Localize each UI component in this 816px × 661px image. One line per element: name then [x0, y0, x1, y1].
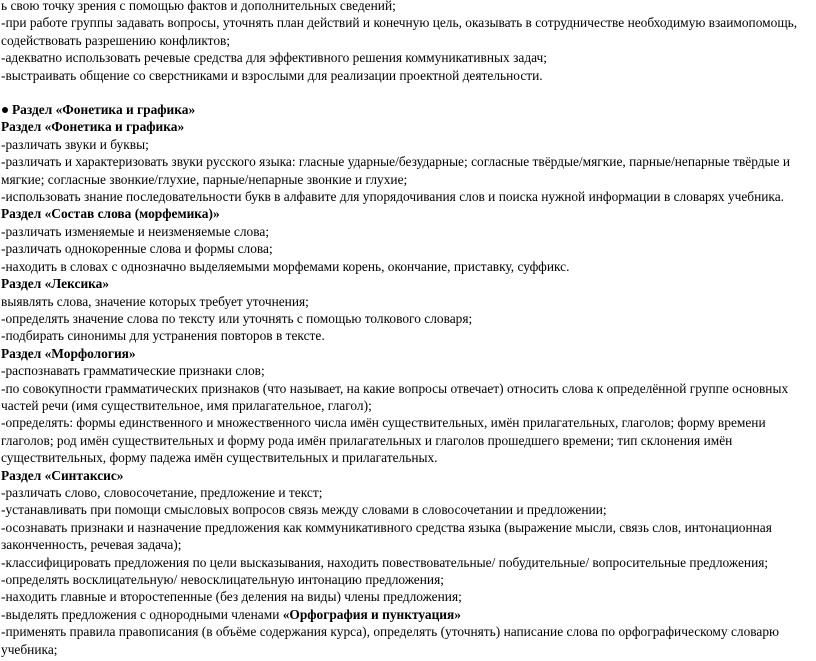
section-item: выявлять слова, значение которых требует уточнения;: [1, 293, 309, 309]
section-title: Раздел «Морфология»: [1, 345, 136, 361]
last-line: [1, 606, 810, 623]
section-title: Раздел «Фонетика и графика»: [1, 119, 185, 135]
section-item: -осознавать признаки и назначение предложения как коммуникативного средства языка (выражение мысли, связь слов, интонационная законченность, речевая задача);: [1, 519, 772, 553]
section-item: -подбирать синонимы для устранения повторов в тексте.: [1, 328, 325, 344]
section-item: -распознавать грамматические признаки слов;: [1, 363, 265, 379]
cut-line: -применять правила правописания (в объёме содержания курса), определять (уточнять) написание слова по орфографическому словарю учебника;: [1, 624, 780, 657]
section-item: -различать слово, словосочетание, предложение и текст;: [1, 484, 323, 500]
section-item: -различать и характеризовать звуки русского языка: гласные ударные/безударные; согласные твёрдые/мягкие, парные/непарные твёрдые и мягкие; согласные звонкие/глухие, парные/непарные звонкие и глухие;: [1, 154, 790, 187]
section-item: -определять восклицательную/ невосклицательную интонацию предложения;: [1, 572, 444, 587]
section-item: -определять: формы единственного и множественного числа имён существительных, имён прилагательных, глаголов; форму времени глаголов; род имён существительных и форму рода имён прилагательных и глаголов прошедшего времени; тип склонения имён существительных, форму падежа имён существительных и прилагательных.: [1, 415, 766, 466]
section-phonetics: [1, 118, 810, 205]
section-item: -различать однокоренные слова и формы слова;: [1, 241, 273, 257]
intro-line-4: -выстраивать общение со сверстниками и взрослыми для реализации проектной деятельности.: [1, 67, 543, 83]
section-item: -устанавливать при помощи смысловых вопросов связь между словами в словосочетании и предложении;: [1, 502, 607, 518]
section-lexics: [1, 275, 810, 345]
bullet-heading-text: Раздел «Фонетика и графика»: [12, 102, 196, 118]
section-syntax: [1, 467, 810, 606]
section-item: -использовать знание последовательности букв в алфавите для упорядочивания слов и поиска нужной информации в словарях учебника.: [1, 189, 785, 205]
section-item: -различать звуки и буквы;: [1, 136, 149, 152]
section-item: -по совокупности грамматических признаков (что называет, на какие вопросы отвечает) относить слова к определённой группе основных частей речи (имя существительное, имя прилагательное, глагол);: [1, 380, 789, 413]
intro-line-3: -адекватно использовать речевые средства для эффективного решения коммуникативных задач;: [1, 50, 547, 66]
section-item: -различать изменяемые и неизменяемые слова;: [1, 223, 270, 239]
intro-line-2: -при работе группы задавать вопросы, уточнять план действий и конечную цель, оказывать в сотрудничестве необходимую взаимопомощь, содействовать разрешению конфликтов;: [1, 15, 798, 48]
intro-block: [1, 0, 810, 84]
bullet-heading: [1, 101, 810, 118]
section-morphemics: [1, 205, 810, 275]
last-line-text: -выделять предложения с однородными членами: [1, 606, 283, 622]
intro-line-1: ь свою точку зрения с помощью фактов и дополнительных сведений;: [1, 0, 396, 13]
section-title: Раздел «Лексика»: [1, 276, 110, 292]
section-item: -находить главные и второстепенные (без деления на виды) члены предложения;: [1, 589, 462, 605]
bullet-icon: [2, 107, 8, 113]
orthography-heading: «Орфография и пунктуация»: [282, 606, 461, 622]
section-title: Раздел «Синтаксис»: [1, 467, 124, 483]
section-morphology: [1, 345, 810, 467]
spacer: [1, 84, 810, 101]
section-item: -определять значение слова по тексту или уточнять с помощью толкового словаря;: [1, 310, 473, 326]
section-title: Раздел «Состав слова (морфемика)»: [1, 206, 220, 222]
section-item: -находить в словах с однозначно выделяемыми морфемами корень, окончание, приставку, суффикс.: [1, 258, 570, 274]
section-item: -классифицировать предложения по цели высказывания, находить повествовательные/ побудительные/ вопросительные предложения;: [1, 554, 769, 570]
